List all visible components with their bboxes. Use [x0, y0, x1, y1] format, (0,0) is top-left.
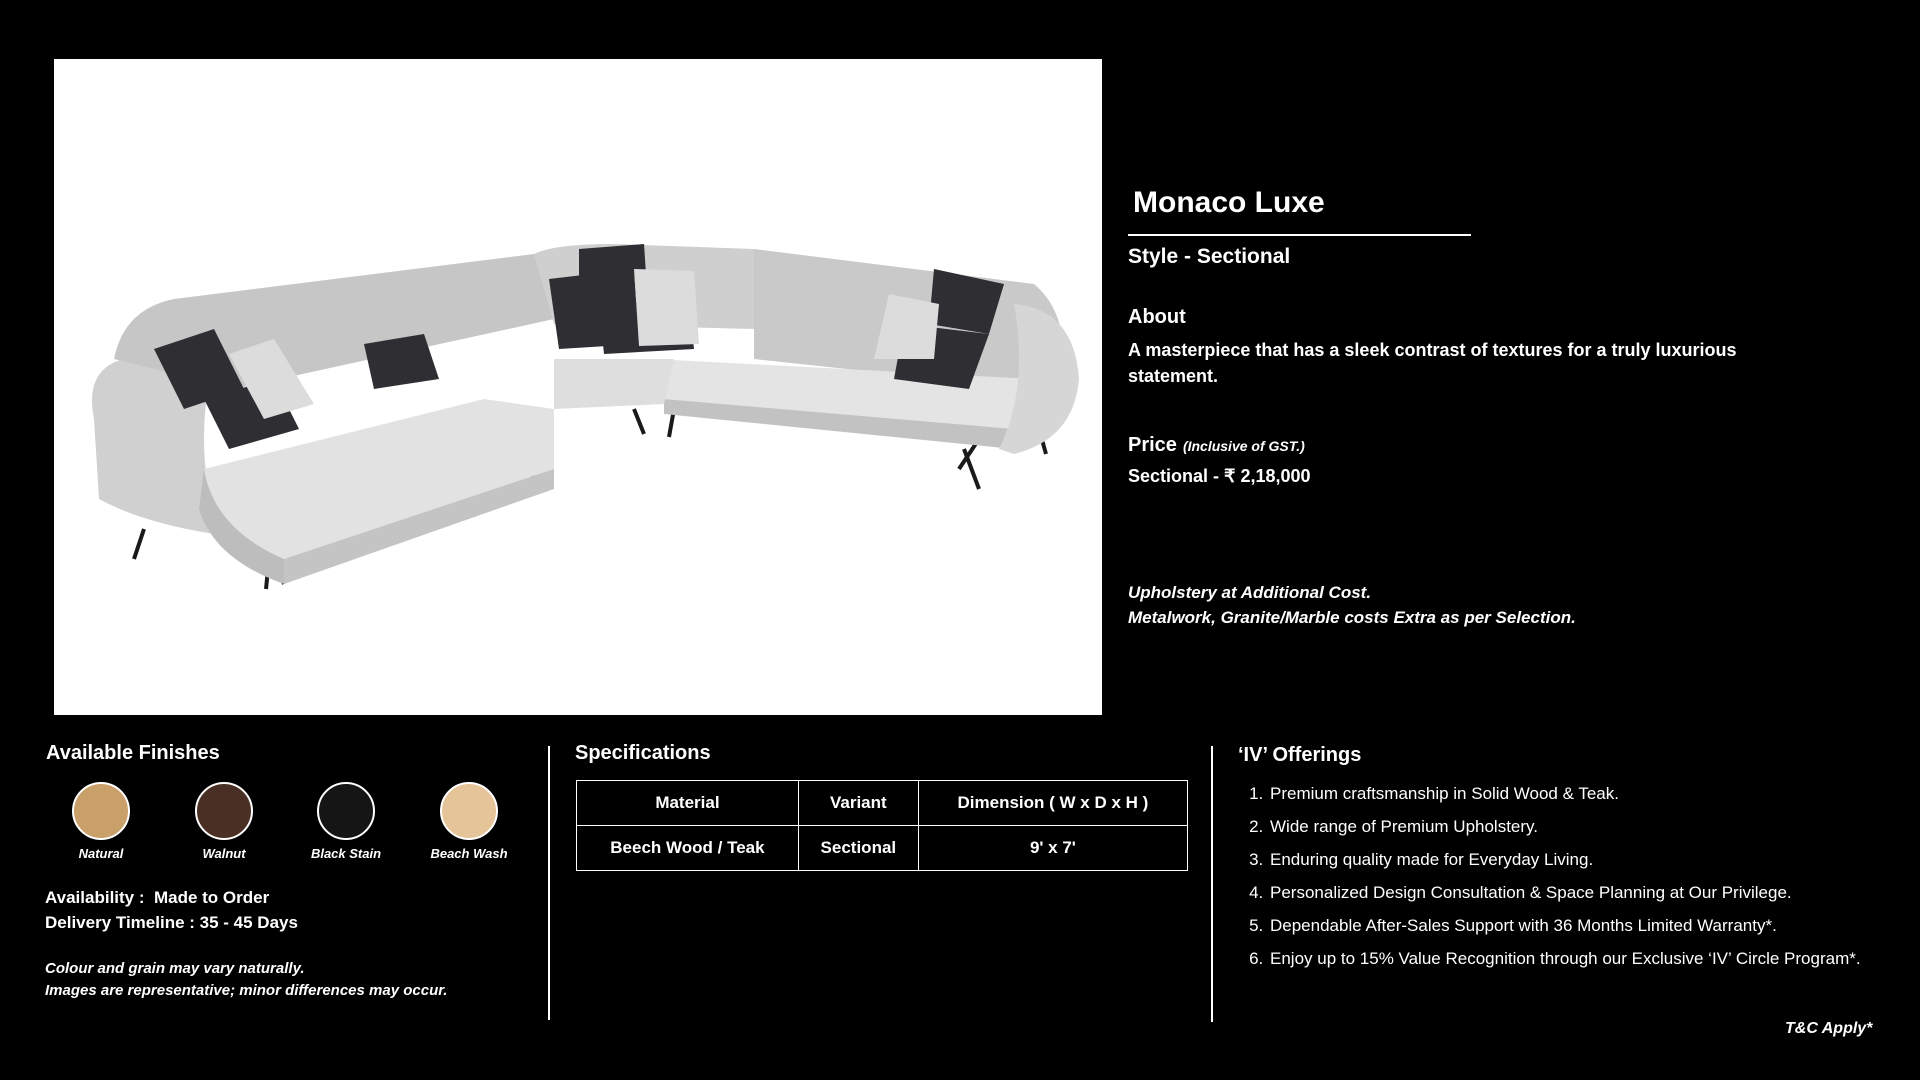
sofa-illustration: [54, 59, 1102, 715]
table-row: [577, 826, 1188, 871]
finish-label: Natural: [78, 846, 124, 861]
swatch-beach-wash[interactable]: [440, 782, 498, 840]
specifications-heading: Specifications: [575, 742, 711, 764]
finish-beach-wash[interactable]: [414, 782, 524, 861]
offerings-list: [1238, 777, 1908, 975]
divider-right: [1211, 746, 1213, 1022]
product-title: Monaco Luxe: [1133, 186, 1325, 219]
finishes-heading: Available Finishes: [46, 742, 220, 764]
disclaimer-images: Images are representative; minor differences may occur.: [45, 982, 448, 999]
specifications-table: [576, 780, 1188, 871]
price-heading: [1128, 434, 1305, 457]
product-image: [54, 59, 1102, 715]
list-item: 5. Dependable After-Sales Support with 36 Months Limited Warranty*.: [1268, 909, 1908, 942]
cost-notes: [1128, 580, 1576, 630]
finish-natural[interactable]: [46, 782, 156, 861]
offerings-heading: ‘IV’ Offerings: [1238, 744, 1362, 766]
cell-variant: Sectional: [798, 826, 918, 871]
price-value: Sectional - ₹ 2,18,000: [1128, 466, 1311, 486]
cell-dimension: 9' x 7': [918, 826, 1187, 871]
list-item: 2. Wide range of Premium Upholstery.: [1268, 810, 1908, 843]
disclaimer-colour: Colour and grain may vary naturally.: [45, 960, 305, 977]
note-upholstery: Upholstery at Additional Cost.: [1128, 583, 1372, 602]
header-dimension: Dimension ( W x D x H ): [918, 781, 1187, 826]
finish-black-stain[interactable]: [291, 782, 401, 861]
about-heading: About: [1128, 306, 1186, 328]
list-item: 4. Personalized Design Consultation & Space Planning at Our Privilege.: [1268, 876, 1908, 909]
about-text: A masterpiece that has a sleek contrast of textures for a truly luxurious statement.: [1128, 340, 1737, 386]
availability: Availability : Made to Order: [45, 888, 270, 907]
title-divider: [1128, 234, 1471, 236]
header-material: Material: [577, 781, 799, 826]
list-item: 3. Enduring quality made for Everyday Living.: [1268, 843, 1908, 876]
list-item: 1. Premium craftsmanship in Solid Wood & Teak.: [1268, 777, 1908, 810]
swatch-walnut[interactable]: [195, 782, 253, 840]
finish-label: Walnut: [202, 846, 246, 861]
finish-walnut[interactable]: [169, 782, 279, 861]
note-metalwork: Metalwork, Granite/Marble costs Extra as per Selection.: [1128, 608, 1576, 627]
finish-label: Black Stain: [310, 846, 382, 861]
swatch-natural[interactable]: [72, 782, 130, 840]
finish-label: Beach Wash: [430, 846, 508, 861]
price-heading-label: Price: [1128, 434, 1177, 456]
terms-note: T&C Apply*: [1785, 1020, 1873, 1037]
divider-left: [548, 746, 550, 1020]
product-style: Style - Sectional: [1128, 245, 1291, 268]
table-header-row: [577, 781, 1188, 826]
swatch-black-stain[interactable]: [317, 782, 375, 840]
availability-block: [45, 885, 298, 935]
disclaimer: [45, 958, 447, 1002]
list-item: 6. Enjoy up to 15% Value Recognition through our Exclusive ‘IV’ Circle Program*.: [1268, 942, 1908, 975]
delivery-timeline: Delivery Timeline : 35 - 45 Days: [45, 913, 298, 932]
cell-material: Beech Wood / Teak: [577, 826, 799, 871]
header-variant: Variant: [798, 781, 918, 826]
price-note: (Inclusive of GST.): [1182, 438, 1305, 454]
